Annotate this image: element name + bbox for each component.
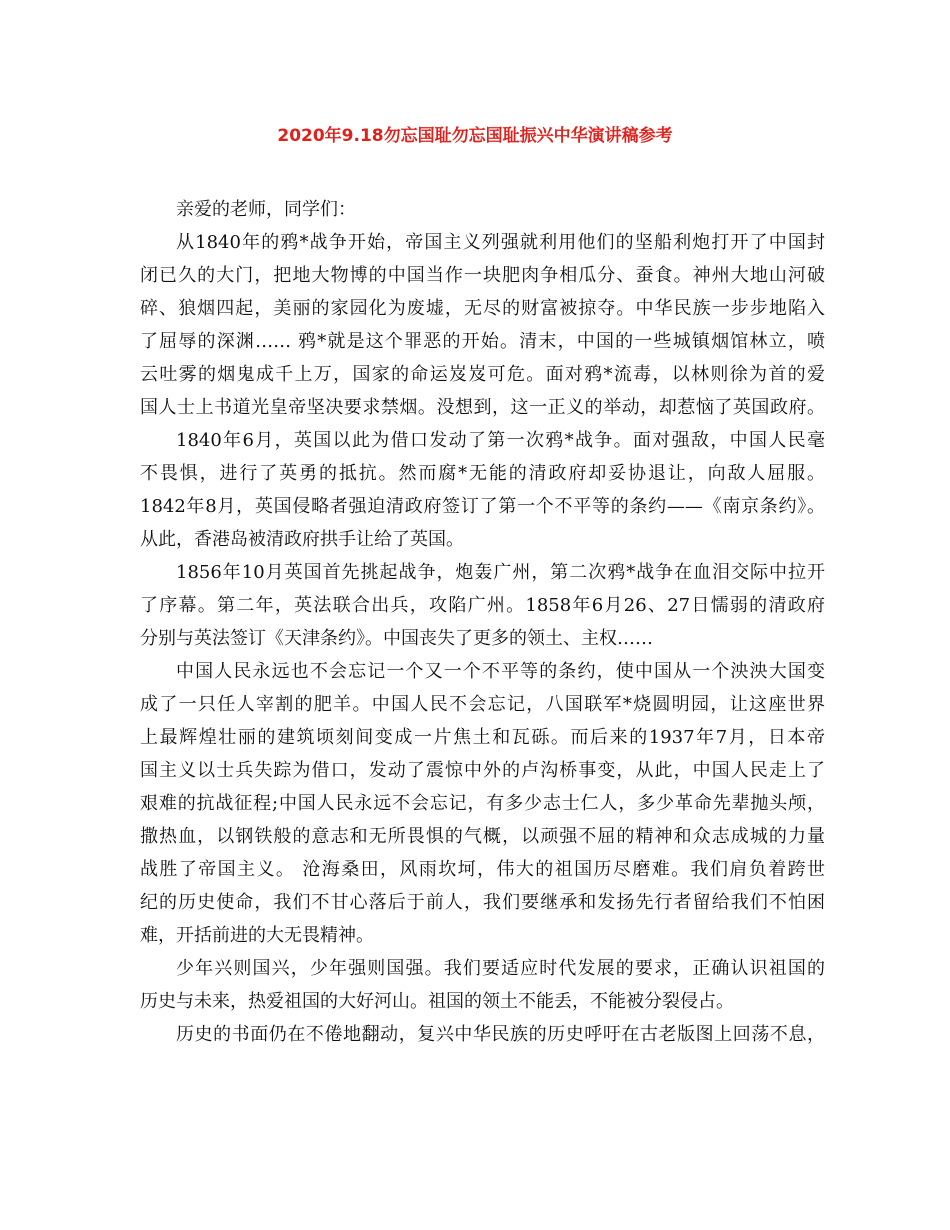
- text-line: 国人士上书道光皇帝坚决要求禁烟。没想到，这一正义的举动，却惹恼了英国政府。: [140, 397, 825, 418]
- text-line: 中国人民永远也不会忘记一个又一个不平等的条约，使中国从一个泱泱大国变: [176, 661, 825, 682]
- text-line: 艰难的抗战征程;中国人民永远不会忘记，有多少志士仁人，多少革命先辈抛头颅，: [140, 793, 825, 814]
- text-line: 1842年8月，英国侵略者强迫清政府签订了第一个不平等的条约——《南京条约》。: [140, 496, 825, 517]
- text-line: 纪的历史使命，我们不甘心落后于前人，我们要继承和发扬先行者留给我们不怕困: [140, 892, 825, 913]
- text-line: 云吐雾的烟鬼成千上万，国家的命运岌岌可危。面对鸦*流毒，以林则徐为首的爱: [140, 364, 825, 385]
- text-line: 上最辉煌壮丽的建筑顷刻间变成一片焦土和瓦砾。而后来的1937年7月，日本帝: [140, 727, 825, 748]
- text-line: 历史的书面仍在不倦地翻动，复兴中华民族的历史呼吁在古老版图上回荡不息，: [176, 1024, 825, 1045]
- text-line: 1840年6月，英国以此为借口发动了第一次鸦*战争。面对强敌，中国人民毫: [176, 430, 825, 451]
- text-line: 碎、狼烟四起，美丽的家园化为废墟，无尽的财富被掠夺。中华民族一步步地陷入: [140, 298, 825, 319]
- text-line: 1856年10月英国首先挑起战争，炮轰广州，第二次鸦*战争在血泪交际中拉开: [176, 562, 825, 583]
- text-line: 战胜了帝国主义。 沧海桑田，风雨坎坷，伟大的祖国历尽磨难。我们肩负着跨世: [140, 859, 825, 880]
- document-title: 2020年9.18勿忘国耻勿忘国耻振兴中华演讲稿参考: [277, 126, 673, 146]
- text-line: 历史与未来，热爱祖国的大好河山。祖国的领土不能丢，不能被分裂侵占。: [140, 991, 734, 1012]
- text-line: 少年兴则国兴，少年强则国强。我们要适应时代发展的要求，正确认识祖国的: [176, 958, 825, 979]
- text-line: 分别与英法签订《天津条约》。中国丧失了更多的领土、主权……: [140, 628, 653, 649]
- text-line: 闭已久的大门，把地大物博的中国当作一块肥肉争相瓜分、蚕食。神州大地山河破: [140, 265, 825, 286]
- text-line: 从此，香港岛被清政府拱手让给了英国。: [140, 529, 464, 550]
- text-line: 成了一只任人宰割的肥羊。中国人民不会忘记，八国联军*烧圆明园，让这座世界: [140, 694, 825, 715]
- text-line: 了序幕。第二年，英法联合出兵，攻陷广州。1858年6月26、27日懦弱的清政府: [140, 595, 825, 616]
- text-line: 国主义以士兵失踪为借口，发动了震惊中外的卢沟桥事变，从此，中国人民走上了: [140, 760, 825, 781]
- text-line: 从1840年的鸦*战争开始，帝国主义列强就利用他们的坚船利炮打开了中国封: [176, 232, 825, 253]
- text-line: 了屈辱的深渊…… 鸦*就是这个罪恶的开始。清末，中国的一些城镇烟馆林立，喷: [140, 331, 825, 352]
- text-line: 撒热血，以钢铁般的意志和无所畏惧的气概，以顽强不屈的精神和众志成城的力量: [140, 826, 825, 847]
- text-line: 不畏惧，进行了英勇的抵抗。然而腐*无能的清政府却妥协退让，向敌人屈服。: [140, 463, 825, 484]
- document-body: [140, 193, 825, 1051]
- greeting-line: 亲爱的老师，同学们：: [176, 199, 356, 220]
- text-line: 难，开括前进的大无畏精神。: [140, 925, 374, 946]
